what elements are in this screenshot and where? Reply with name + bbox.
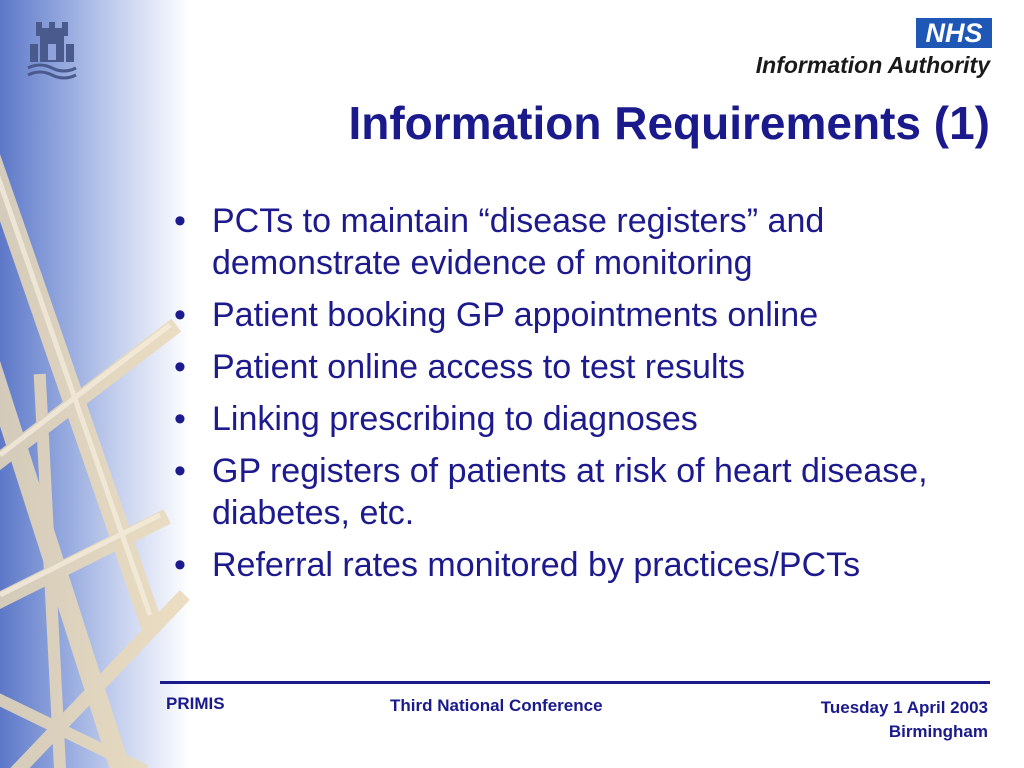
bullet-marker: •	[174, 348, 186, 386]
bullet-item	[172, 544, 992, 586]
bullet-marker: •	[174, 202, 186, 240]
bullet-marker: •	[174, 296, 186, 334]
bullet-text: Linking prescribing to diagnoses	[212, 400, 698, 438]
bullet-marker: •	[174, 546, 186, 584]
bullet-item	[172, 398, 992, 440]
bullet-text: Referral rates monitored by practices/PCTs	[212, 546, 861, 584]
footer-date: Tuesday 1 April 2003	[820, 698, 988, 717]
bullet-item	[172, 294, 992, 336]
nhs-badge: NHS	[916, 18, 992, 48]
bullet-list	[172, 200, 992, 596]
footer-center-label: Third National Conference	[390, 696, 603, 715]
university-crest-icon	[22, 14, 82, 86]
bullet-text: GP registers of patients at risk of heart disease, diabetes, etc.	[212, 452, 928, 532]
roof-truss-background	[0, 0, 190, 768]
bullet-item	[172, 346, 992, 388]
bullet-item	[172, 200, 992, 284]
footer-location: Birmingham	[888, 722, 988, 741]
footer-divider	[160, 681, 990, 684]
truss-graphic	[0, 0, 190, 768]
bullet-text: Patient booking GP appointments online	[212, 296, 819, 334]
bullet-marker: •	[174, 400, 186, 438]
bullet-marker: •	[174, 452, 186, 490]
footer-left-label: PRIMIS	[166, 694, 225, 713]
bullet-text: PCTs to maintain “disease registers” and demonstrate evidence of monitoring	[212, 202, 825, 282]
footer-right-block	[821, 696, 988, 744]
logo-subtitle: Information Authority	[755, 52, 990, 78]
bullet-item	[172, 450, 992, 534]
bullet-text: Patient online access to test results	[212, 348, 745, 386]
slide-title: Information Requirements (1)	[348, 97, 990, 149]
nhs-logo	[716, 18, 992, 82]
